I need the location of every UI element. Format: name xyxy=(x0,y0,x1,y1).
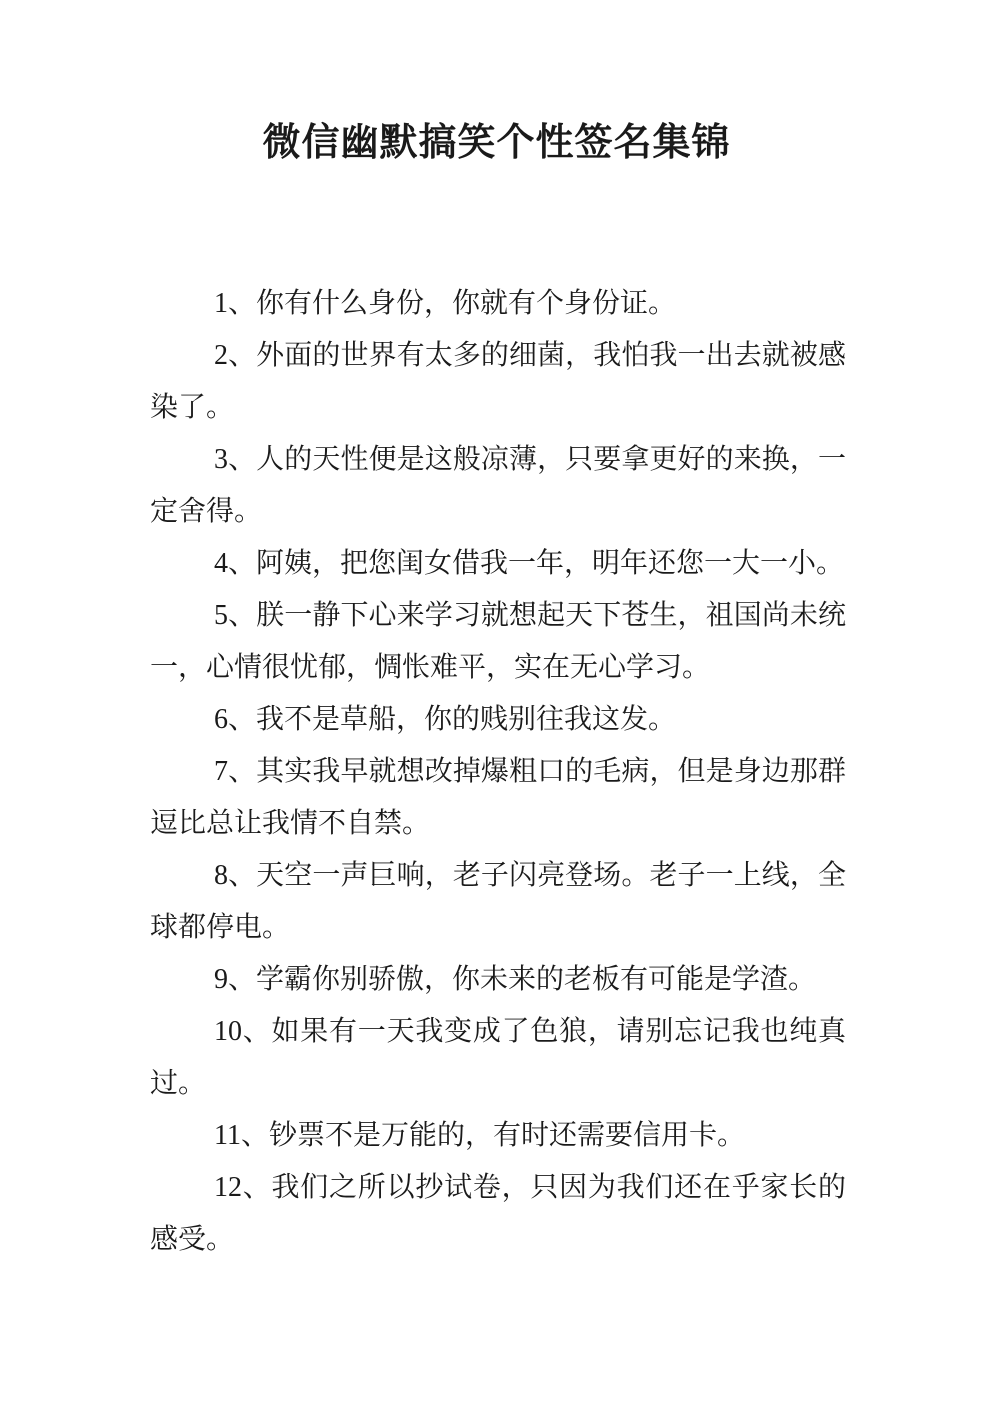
signature-item-11: 11、钞票不是万能的，有时还需要信用卡。 xyxy=(214,1120,745,1151)
signature-item-6: 6、我不是草船，你的贱别往我这发。 xyxy=(214,704,677,735)
signature-item-7: 7、其实我早就想改掉爆粗口的毛病，但是身边那群逗比总让我情不自禁。 xyxy=(150,756,846,839)
signature-item-9: 9、学霸你别骄傲，你未来的老板有可能是学渣。 xyxy=(214,964,817,995)
signature-item-12: 12、我们之所以抄试卷，只因为我们还在乎家长的感受。 xyxy=(150,1172,846,1255)
signature-item-4: 4、阿姨，把您闺女借我一年，明年还您一大一小。 xyxy=(214,548,845,579)
signature-item-8: 8、天空一声巨响，老子闪亮登场。老子一上线，全球都停电。 xyxy=(150,860,846,943)
signature-item-5: 5、朕一静下心来学习就想起天下苍生，祖国尚未统一，心情很忧郁，惆怅难平，实在无心学习。 xyxy=(150,600,846,683)
signature-item-3: 3、人的天性便是这般凉薄，只要拿更好的来换，一定舍得。 xyxy=(150,444,846,527)
signature-item-10: 10、如果有一天我变成了色狼，请别忘记我也纯真过。 xyxy=(150,1016,846,1099)
signature-item-1: 1、你有什么身份，你就有个身份证。 xyxy=(214,288,677,319)
signature-item-2: 2、外面的世界有太多的细菌，我怕我一出去就被感染了。 xyxy=(150,340,846,423)
document-body xyxy=(150,278,846,1266)
document-title: 微信幽默搞笑个性签名集锦 xyxy=(262,122,731,164)
